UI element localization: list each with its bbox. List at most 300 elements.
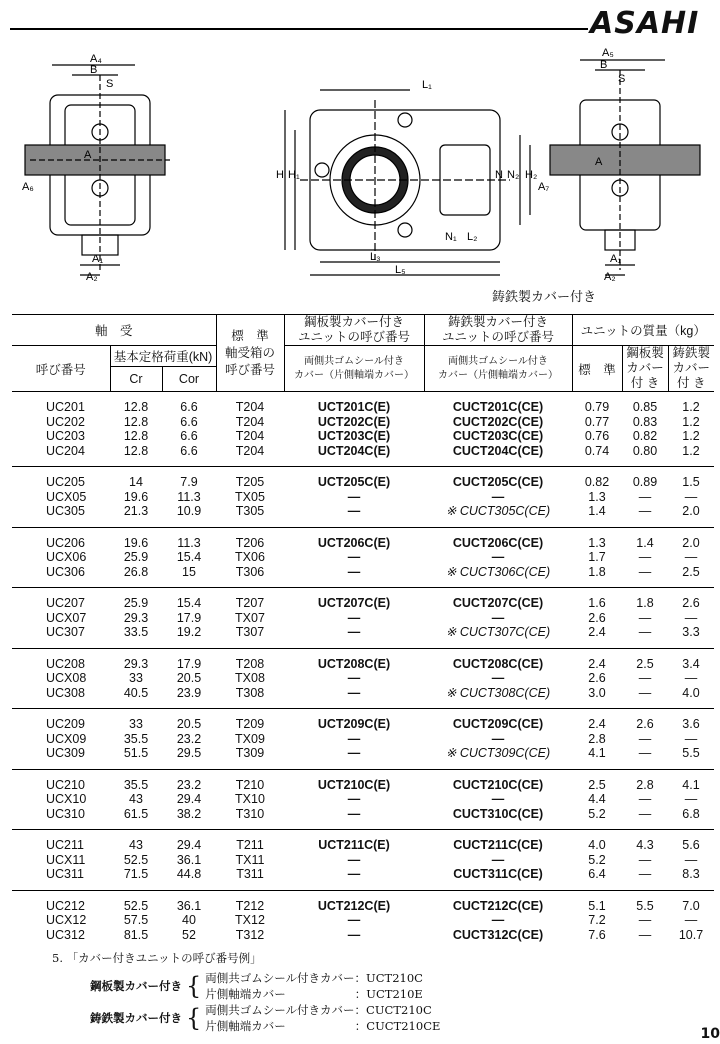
table-cell: 26.8 xyxy=(123,564,149,579)
steel-label: 鋼板製カバー付き xyxy=(90,979,182,993)
table-cell: T204 xyxy=(235,429,265,443)
table-cell: 2.4 xyxy=(588,717,606,731)
label-h1: H₁ xyxy=(288,169,300,181)
table-cell: — xyxy=(491,731,505,746)
table-cell: 17.9 xyxy=(176,610,202,625)
table-cell: 3.6 xyxy=(682,717,700,731)
table-cell: — xyxy=(347,867,361,881)
header-cast-cover: 鋳鉄製カバー付き ユニットの呼び番号 xyxy=(424,315,572,346)
table-cell: 0.85 xyxy=(632,400,658,414)
table-cell: CUCT207C(CE) xyxy=(452,596,544,610)
table-cell: — xyxy=(638,913,652,927)
table-cell: 5.5 xyxy=(636,898,654,913)
table-cell: 15.4 xyxy=(176,550,202,564)
table-cell: 29.3 xyxy=(123,656,149,671)
table-cell: — xyxy=(347,489,361,504)
table-cell: 2.6 xyxy=(636,717,654,731)
table-cell: 3.0 xyxy=(588,685,606,700)
table-cell: 5.1 xyxy=(588,898,606,913)
table-cell: 1.3 xyxy=(588,489,606,504)
label-a2-left: A₂ xyxy=(86,271,98,283)
table-cell: 33 xyxy=(129,717,143,731)
table-cell: 5.2 xyxy=(588,806,606,821)
table-row xyxy=(12,853,714,868)
header-cr: Cr xyxy=(110,367,162,392)
table-cell: 0.77 xyxy=(584,414,610,429)
table-cell: — xyxy=(347,610,361,625)
table-cell: 38.2 xyxy=(176,806,202,821)
label-a1-right: A₁ xyxy=(610,253,622,265)
label-n1: N₁ xyxy=(445,231,457,243)
table-cell: T205 xyxy=(235,475,265,489)
table-cell: 19.6 xyxy=(123,535,149,550)
table-cell: 11.3 xyxy=(177,489,201,504)
label-b-right: B xyxy=(600,59,608,71)
table-cell: 3.3 xyxy=(682,625,700,639)
table-cell: CUCT202C(CE) xyxy=(452,414,544,429)
table-cell: 12.8 xyxy=(123,414,149,429)
table-cell: 2.5 xyxy=(588,777,606,792)
table-cell: UCT205C(E) xyxy=(317,475,391,489)
table-cell: — xyxy=(347,913,361,927)
table-cell: — xyxy=(684,852,698,867)
table-cell: 6.6 xyxy=(180,400,198,414)
table-cell: — xyxy=(638,671,652,685)
table-cell: 4.1 xyxy=(682,777,700,792)
table-cell: — xyxy=(638,746,652,760)
table-cell: — xyxy=(347,550,361,564)
table-cell: UCT202C(E) xyxy=(317,414,391,429)
technical-drawings xyxy=(20,40,710,300)
table-row xyxy=(12,709,714,732)
table-cell: 6.8 xyxy=(682,806,700,821)
table-cell: CUCT212C(CE) xyxy=(452,898,544,913)
table-cell: UCT210C(E) xyxy=(317,777,391,792)
table-cell: 0.76 xyxy=(584,429,610,443)
table-cell: 20.5 xyxy=(176,671,202,685)
table-cell: 61.5 xyxy=(123,806,149,821)
table-cell: — xyxy=(684,731,698,746)
table-cell: 10.7 xyxy=(678,927,704,942)
label-a6: A₆ xyxy=(22,181,34,193)
table-cell: 1.2 xyxy=(682,443,700,458)
table-cell: 1.6 xyxy=(588,596,606,610)
table-cell: TX06 xyxy=(235,550,265,564)
table-cell: TX05 xyxy=(235,489,265,504)
table-cell: T308 xyxy=(235,685,265,700)
table-cell: T312 xyxy=(235,927,265,942)
table-cell: 1.2 xyxy=(682,400,700,414)
table-cell: 7.2 xyxy=(588,913,606,927)
table-cell: — xyxy=(491,489,505,504)
table-cell: UCX05 xyxy=(46,489,87,504)
table-cell: ※ CUCT306C(CE) xyxy=(445,564,551,579)
table-cell: — xyxy=(491,610,505,625)
table-row xyxy=(12,769,714,792)
header-steel-cover: 鋼板製カバー付き ユニットの呼び番号 xyxy=(284,315,424,346)
table-cell: 25.9 xyxy=(123,596,149,610)
table-cell: 12.8 xyxy=(123,443,149,458)
table-cell: 52.5 xyxy=(123,898,149,913)
table-cell: — xyxy=(347,852,361,867)
table-row xyxy=(12,550,714,565)
table-cell: CUCT204C(CE) xyxy=(452,443,544,458)
table-cell: 19.2 xyxy=(176,625,202,639)
table-cell: 6.6 xyxy=(180,414,198,429)
brace-icon: { xyxy=(186,972,202,1000)
table-cell: UC201 xyxy=(46,400,85,414)
table-cell: 0.74 xyxy=(584,443,610,458)
table-cell: UC210 xyxy=(46,777,85,792)
table-cell: 4.0 xyxy=(682,685,700,700)
table-cell: 4.3 xyxy=(636,838,654,852)
brand-logo: ASAHI xyxy=(590,6,700,41)
table-cell: — xyxy=(684,792,698,806)
cast-both-example: 両側共ゴムシール付きカバー：CUCT210C xyxy=(205,1003,432,1017)
table-cell: T311 xyxy=(236,867,264,881)
table-cell: 0.82 xyxy=(632,429,658,443)
table-cell: — xyxy=(684,489,698,504)
table-cell: 10.9 xyxy=(176,504,202,518)
table-cell: T207 xyxy=(235,596,265,610)
table-row xyxy=(12,928,714,951)
table-cell: 5.5 xyxy=(682,746,700,760)
table-cell: TX09 xyxy=(235,731,265,746)
table-cell: T306 xyxy=(235,564,265,579)
table-cell: — xyxy=(684,610,698,625)
table-cell: 2.8 xyxy=(588,731,606,746)
table-body xyxy=(12,392,714,951)
table-cell: — xyxy=(347,504,361,518)
table-cell: 0.89 xyxy=(632,475,658,489)
table-cell: 2.6 xyxy=(588,610,606,625)
table-cell: UC209 xyxy=(46,717,85,731)
table-cell: 7.0 xyxy=(682,898,700,913)
table-cell: 2.6 xyxy=(682,596,700,610)
table-cell: — xyxy=(347,746,361,760)
table-cell: UCX12 xyxy=(46,913,87,927)
table-row xyxy=(12,429,714,444)
table-cell: 1.4 xyxy=(636,535,654,550)
table-cell: 29.4 xyxy=(176,838,202,852)
table-cell: 2.6 xyxy=(588,671,606,685)
table-cell: 1.5 xyxy=(682,475,700,489)
table-cell: 23.9 xyxy=(176,685,202,700)
table-cell: CUCT312C(CE) xyxy=(452,927,544,942)
table-cell: CUCT208C(CE) xyxy=(452,656,544,671)
table-cell: 8.3 xyxy=(682,867,700,881)
table-cell: — xyxy=(638,685,652,700)
table-row xyxy=(12,490,714,505)
table-cell: 15.4 xyxy=(176,596,202,610)
table-cell: 36.1 xyxy=(176,852,202,867)
table-cell: 23.2 xyxy=(176,777,202,792)
table-cell: 29.3 xyxy=(123,610,149,625)
header-load-rating: 基本定格荷重(kN) xyxy=(110,346,216,367)
cast-one-example: 片側軸端カバー ：CUCT210CE xyxy=(205,1019,441,1033)
header-mass-std: 標 準 xyxy=(572,346,622,392)
table-row xyxy=(12,867,714,890)
table-row xyxy=(12,611,714,626)
table-cell: 52.5 xyxy=(123,852,149,867)
header-steel-cover-sub: 両側共ゴムシール付き カバー（片側軸端カバー） xyxy=(284,346,424,392)
table-cell: ※ CUCT308C(CE) xyxy=(445,685,551,700)
table-cell: 0.82 xyxy=(584,475,610,489)
label-s-right: S xyxy=(618,73,626,85)
table-cell: — xyxy=(491,671,505,685)
table-cell: — xyxy=(638,625,652,639)
table-row xyxy=(12,504,714,527)
steel-one-example: 片側軸端カバー ：UCT210E xyxy=(205,987,423,1001)
table-cell: 2.4 xyxy=(588,656,606,671)
table-cell: 4.4 xyxy=(588,792,606,806)
table-cell: — xyxy=(347,792,361,806)
steel-both-example: 両側共ゴムシール付きカバー：UCT210C xyxy=(205,971,423,985)
table-cell: T307 xyxy=(235,625,265,639)
table-cell: CUCT311C(CE) xyxy=(453,867,543,881)
center-housing-drawing xyxy=(285,90,530,275)
table-cell: 29.4 xyxy=(176,792,202,806)
table-cell: UCX07 xyxy=(46,610,87,625)
table-cell: UCT206C(E) xyxy=(317,535,391,550)
table-cell: 51.5 xyxy=(123,746,149,760)
table-cell: 11.3 xyxy=(177,535,201,550)
label-s-left: S xyxy=(106,78,114,90)
table-cell: UC205 xyxy=(46,475,85,489)
table-cell: — xyxy=(347,625,361,639)
table-cell: CUCT203C(CE) xyxy=(452,429,544,443)
table-cell: 1.8 xyxy=(588,564,606,579)
table-cell: UC310 xyxy=(46,806,85,821)
table-cell: — xyxy=(638,504,652,518)
table-cell: — xyxy=(491,550,505,564)
table-cell: UCT209C(E) xyxy=(317,717,391,731)
table-cell: CUCT201C(CE) xyxy=(452,400,544,414)
table-cell: — xyxy=(638,564,652,579)
header-mass-cast: 鋳鉄製 カバー 付 き xyxy=(672,346,710,390)
label-b-left: B xyxy=(90,64,98,76)
table-cell: 43 xyxy=(129,838,143,852)
table-row xyxy=(12,807,714,830)
label-l3: L₃ xyxy=(370,251,381,263)
table-cell: ※ CUCT307C(CE) xyxy=(445,625,551,639)
table-cell: CUCT209C(CE) xyxy=(452,717,544,731)
label-a-left: A xyxy=(84,149,92,161)
table-cell: 81.5 xyxy=(123,927,149,942)
page-number: 10 xyxy=(700,1026,720,1042)
table-cell: 1.2 xyxy=(682,429,700,443)
table-cell: UC306 xyxy=(46,564,85,579)
table-cell: — xyxy=(347,564,361,579)
table-cell: — xyxy=(638,731,652,746)
table-cell: UC208 xyxy=(46,656,85,671)
table-cell: 4.1 xyxy=(588,746,606,760)
table-cell: 1.7 xyxy=(588,550,606,564)
table-cell: 2.5 xyxy=(636,656,654,671)
table-row xyxy=(12,527,714,550)
table-cell: TX07 xyxy=(235,610,265,625)
bearing-spec-table xyxy=(12,314,714,950)
table-cell: 17.9 xyxy=(176,656,202,671)
table-cell: CUCT310C(CE) xyxy=(452,806,544,821)
header-axis: 軸 受 xyxy=(12,315,216,346)
table-cell: UCT212C(E) xyxy=(317,898,391,913)
table-row xyxy=(12,686,714,709)
label-h2: H₂ xyxy=(525,169,538,181)
table-cell: 36.1 xyxy=(176,898,202,913)
header-rule xyxy=(10,28,588,30)
table-cell: UCX08 xyxy=(46,671,87,685)
table-cell: — xyxy=(347,671,361,685)
table-cell: 1.2 xyxy=(682,414,700,429)
drawing-caption: 鋳鉄製カバー付き xyxy=(492,290,597,305)
table-cell: 2.0 xyxy=(682,504,700,518)
table-cell: 44.8 xyxy=(176,867,202,881)
table-cell: 15 xyxy=(182,564,196,579)
table-cell: 19.6 xyxy=(123,489,149,504)
table-cell: CUCT210C(CE) xyxy=(452,777,544,792)
table-cell: — xyxy=(684,671,698,685)
table-cell: T212 xyxy=(235,898,265,913)
table-cell: T204 xyxy=(235,400,265,414)
table-cell: 2.0 xyxy=(682,535,700,550)
table-cell: 33 xyxy=(129,671,143,685)
table-cell: TX10 xyxy=(235,792,265,806)
table-row xyxy=(12,671,714,686)
table-cell: 2.5 xyxy=(682,564,700,579)
table-cell: — xyxy=(638,867,652,881)
table-cell: UC312 xyxy=(46,927,85,942)
table-cell: UCX11 xyxy=(46,852,86,867)
table-row xyxy=(12,746,714,769)
table-cell: 71.5 xyxy=(123,867,149,881)
table-cell: 29.5 xyxy=(176,746,202,760)
table-cell: CUCT211C(CE) xyxy=(453,838,543,852)
table-cell: UC203 xyxy=(46,429,85,443)
table-cell: 7.9 xyxy=(180,475,198,489)
notes-title: 5. 「カバー付きユニットの呼び番号例」 xyxy=(52,951,262,965)
table-cell: UC202 xyxy=(46,414,85,429)
table-cell: 2.4 xyxy=(588,625,606,639)
table-cell: UC212 xyxy=(46,898,85,913)
notes-block xyxy=(52,950,440,1034)
table-cell: 4.0 xyxy=(588,838,606,852)
table-cell: 43 xyxy=(129,792,143,806)
table-cell: — xyxy=(684,913,698,927)
label-h: H xyxy=(276,169,284,181)
label-n: N xyxy=(495,169,503,181)
table-cell: — xyxy=(347,927,361,942)
table-cell: UC308 xyxy=(46,685,85,700)
label-a2-right: A₂ xyxy=(604,271,616,283)
table-cell: 5.6 xyxy=(682,838,700,852)
table-cell: T211 xyxy=(236,838,264,852)
table-cell: UCT211C(E) xyxy=(318,838,390,852)
table-cell: — xyxy=(491,852,505,867)
table-cell: TX08 xyxy=(235,671,265,685)
header-std-housing: 標 準 軸受箱の 呼び番号 xyxy=(216,315,284,392)
label-l1: L₁ xyxy=(422,79,432,91)
table-cell: — xyxy=(491,913,505,927)
table-cell: 14 xyxy=(129,475,143,489)
table-cell: UCT208C(E) xyxy=(317,656,391,671)
table-cell: UC309 xyxy=(46,746,85,760)
table-cell: — xyxy=(347,731,361,746)
table-row xyxy=(12,588,714,611)
table-cell: 6.6 xyxy=(180,429,198,443)
table-cell: — xyxy=(347,806,361,821)
table-cell: T305 xyxy=(235,504,265,518)
table-cell: T310 xyxy=(235,806,265,821)
label-a-right: A xyxy=(595,156,603,168)
header-cor: Cor xyxy=(162,367,216,392)
table-cell: 12.8 xyxy=(123,429,149,443)
table-cell: T309 xyxy=(235,746,265,760)
table-cell: — xyxy=(638,852,652,867)
table-row xyxy=(12,392,714,415)
table-cell: UC204 xyxy=(46,443,85,458)
table-row xyxy=(12,444,714,467)
table-cell: — xyxy=(638,806,652,821)
table-cell: UC305 xyxy=(46,504,85,518)
table-cell: 1.3 xyxy=(588,535,606,550)
table-cell: 57.5 xyxy=(123,913,149,927)
left-bearing-drawing xyxy=(25,65,170,275)
label-l2: L₂ xyxy=(467,231,478,243)
table-cell: UC211 xyxy=(46,838,84,852)
table-cell: — xyxy=(491,792,505,806)
table-cell: — xyxy=(347,685,361,700)
table-cell: T206 xyxy=(235,535,265,550)
table-row xyxy=(12,467,714,490)
table-cell: 23.2 xyxy=(176,731,202,746)
table-cell: 6.4 xyxy=(588,867,606,881)
table-cell: 12.8 xyxy=(123,400,149,414)
table-row xyxy=(12,913,714,928)
table-cell: 35.5 xyxy=(123,777,149,792)
header-call-no: 呼び番号 xyxy=(12,346,110,392)
table-cell: T210 xyxy=(235,777,265,792)
table-cell: ※ CUCT309C(CE) xyxy=(445,746,551,760)
table-cell: 35.5 xyxy=(123,731,149,746)
header-cast-cover-sub: 両側共ゴムシール付き カバー（片側軸端カバー） xyxy=(424,346,572,392)
header-mass-steel: 鋼板製 カバー 付 き xyxy=(622,346,668,392)
table-cell: T209 xyxy=(235,717,265,731)
table-cell: — xyxy=(638,610,652,625)
table-cell: UCX06 xyxy=(46,550,87,564)
table-cell: — xyxy=(638,550,652,564)
table-row xyxy=(12,415,714,430)
table-cell: 1.4 xyxy=(588,504,606,518)
table-cell: ※ CUCT305C(CE) xyxy=(445,504,551,518)
table-row xyxy=(12,890,714,913)
table-row xyxy=(12,830,714,853)
table-cell: — xyxy=(638,489,652,504)
table-cell: 2.8 xyxy=(636,777,654,792)
table-row xyxy=(12,625,714,648)
label-n2: N₂ xyxy=(507,169,520,181)
table-cell: T204 xyxy=(235,443,265,458)
table-cell: 0.80 xyxy=(632,443,658,458)
table-cell: UC207 xyxy=(46,596,85,610)
table-cell: 52 xyxy=(182,927,196,942)
table-cell: 6.6 xyxy=(180,443,198,458)
label-a4: A₄ xyxy=(90,53,102,65)
table-cell: 0.79 xyxy=(584,400,610,414)
table-cell: 40 xyxy=(182,913,196,927)
table-cell: UCT204C(E) xyxy=(317,443,391,458)
table-cell: TX11 xyxy=(235,852,265,867)
